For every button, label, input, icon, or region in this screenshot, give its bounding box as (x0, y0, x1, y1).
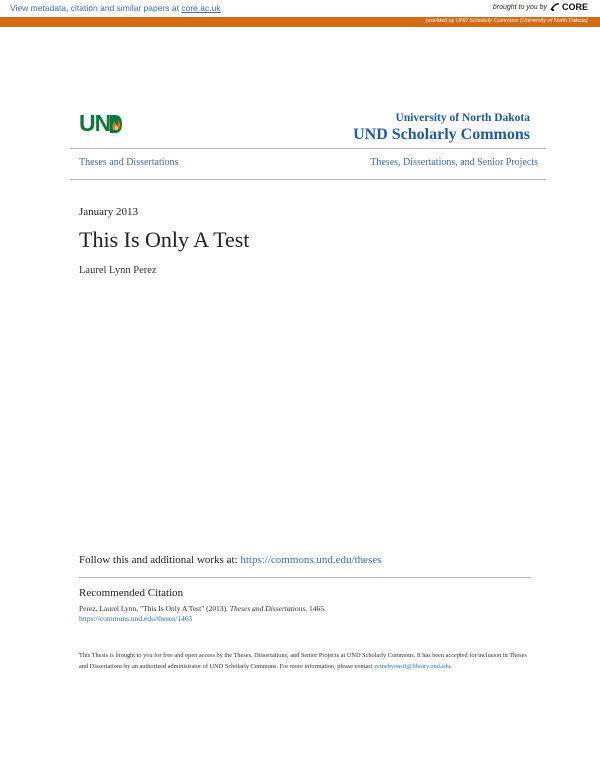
collection-link[interactable]: Theses and Dissertations (79, 157, 179, 168)
institution-block (353, 112, 530, 144)
flame-d-icon (109, 113, 123, 135)
core-logo (550, 2, 588, 12)
follow-line (79, 554, 382, 566)
notice-text: This Thesis is brought to you for free and open access by the Theses, Dissertations, and Senior Projects at UND Scholarly Commons. It has been accepted for inclusion in Theses and Dissertations by an authorized administrator of UND Scholarly Commons. For more information, please contact (79, 652, 527, 670)
document-title: This Is Only A Test (79, 227, 250, 252)
core-brought-by[interactable] (493, 2, 588, 12)
core-swoosh-icon (550, 2, 560, 12)
repository-name[interactable]: UND Scholarly Commons (353, 126, 530, 143)
core-metadata-text: View metadata, citation and similar papers at (10, 3, 182, 13)
citation-number: . 1465. (305, 604, 326, 613)
institution-name[interactable]: University of North Dakota (395, 112, 530, 124)
citation-text (79, 604, 326, 613)
publication-date: January 2013 (79, 206, 138, 218)
provided-by-banner (0, 17, 600, 27)
brought-by-text: brought to you by (492, 3, 547, 11)
core-ac-uk-link[interactable]: core.ac.uk (181, 3, 221, 13)
nav-divider (70, 179, 546, 180)
contact-email-link[interactable]: zeinebyousif@library.und.edu (374, 663, 451, 670)
core-metadata-link[interactable] (10, 3, 221, 13)
citation-series: Theses and Dissertations (229, 604, 306, 613)
author-name: Laurel Lynn Perez (79, 265, 157, 276)
follow-text: Follow this and additional works at: (79, 554, 241, 566)
header-divider (70, 148, 546, 149)
parent-collection-link[interactable]: Theses, Dissertations, and Senior Projects (370, 157, 538, 168)
und-logo-letters: UN (79, 110, 111, 136)
core-banner (0, 0, 600, 17)
access-notice (79, 650, 529, 672)
citation-url[interactable]: https://commons.und.edu/theses/1465 (79, 614, 193, 623)
citation-plain: Perez, Laurel Lynn, "This Is Only A Test" (2013). (79, 604, 230, 613)
core-logo-text: CORE (561, 2, 588, 12)
notice-end: . (450, 663, 452, 670)
provided-by-text: provided by UND Scholarly Commons (University of North Dakota) (426, 18, 588, 24)
recommended-citation-heading: Recommended Citation (79, 587, 184, 599)
follow-link[interactable]: https://commons.und.edu/theses (240, 554, 382, 566)
und-logo[interactable] (79, 110, 123, 137)
citation-url-line (79, 614, 192, 623)
citation-divider (79, 577, 531, 578)
